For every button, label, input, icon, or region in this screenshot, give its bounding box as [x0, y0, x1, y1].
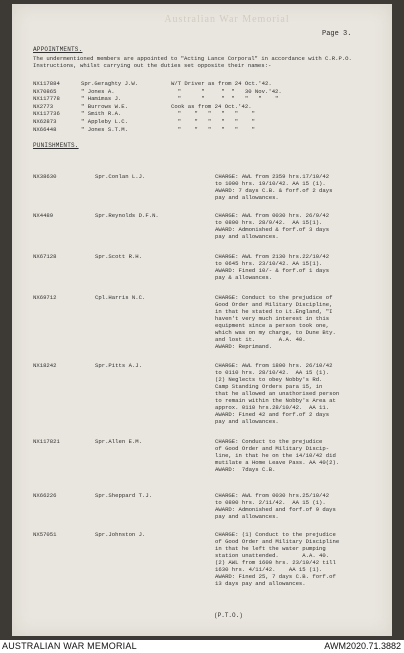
charge-line: to 0645 hrs. 23/10/42. AA 15(1).	[215, 260, 323, 268]
charge-line: pay and allowances.	[215, 233, 279, 241]
appointment-row	[33, 88, 371, 96]
charge-line: haven't very much interest in this	[215, 315, 330, 323]
charge-line: CHARGE: AWL from 2359 hrs.17/10/42	[215, 173, 330, 180]
charge-line: to 0800 hrs. 2/11/42. AA 15 (1).	[215, 499, 326, 507]
member-name: Spr.Scott R.H.	[95, 253, 142, 260]
charge-line: CHARGE: (1) Conduct to the prejudice	[215, 531, 336, 538]
service-number: NX117884	[33, 80, 60, 87]
member-name: Spr.Pitts A.J.	[95, 362, 142, 369]
pto-note: (P.T.O.)	[214, 612, 243, 619]
service-number: NX38630	[33, 173, 57, 180]
charge-line: (2) Neglects to obey Nobby's Rd.	[215, 376, 323, 384]
appointment-row	[33, 126, 371, 134]
charge-line: in that he stated to Lt.England, "I	[215, 308, 333, 316]
appointment-duty: W/T Driver as from 24 Oct.'42.	[171, 80, 272, 87]
charge-and-award	[215, 173, 375, 201]
appointments-heading: APPOINTMENTS.	[33, 46, 83, 53]
charge-and-award	[215, 438, 375, 473]
service-number: NX117778	[33, 95, 60, 103]
charge-line: AWARD: 7days C.B.	[215, 466, 276, 474]
member-name: " Hamimas J.	[81, 95, 122, 103]
service-number: NX57051	[33, 531, 57, 538]
appointments-list	[33, 80, 371, 133]
charge-line: 13 days pay and allowances.	[215, 580, 306, 588]
charge-line: CHARGE: Conduct to the prejudice	[215, 438, 323, 445]
charge-line: AWARD: Admonished and forf.of 9 days	[215, 506, 336, 514]
service-number: NX62873	[33, 117, 57, 125]
watermark: Australian War Memorial	[164, 14, 290, 25]
charge-line: CHARGE: AWL from 2130 hrs.22/10/42	[215, 253, 330, 260]
service-number: NX4489	[33, 212, 54, 219]
charge-line: that he allowed an unathorised person	[215, 390, 340, 398]
charge-line: CHARGE: AWL from 0030 hrs.25/10/42	[215, 492, 330, 499]
charge-line: CHARGE: AWL from 0030 hrs. 26/9/42	[215, 212, 330, 219]
charge-line: AWARD: Reprimand.	[215, 343, 273, 351]
appointment-row	[33, 95, 371, 103]
charge-and-award	[215, 253, 375, 281]
charge-line: AWARD: 7 days C.B. & forf.of 2 days	[215, 187, 333, 195]
charge-line: pay & allowances.	[215, 274, 273, 282]
member-name: " Smith R.A.	[81, 110, 122, 118]
service-number: NX70865	[33, 87, 57, 95]
appointment-duty: " " " " " "	[171, 110, 255, 118]
footer	[0, 640, 404, 653]
punishments-heading: PUNISHMENTS.	[33, 142, 79, 149]
charge-and-award	[215, 531, 375, 587]
service-number: NX69712	[33, 294, 57, 301]
charge-line: AWARD: Fined 25, 7 days C.B. forf.of	[215, 573, 336, 581]
page-number: Page 3.	[322, 30, 352, 38]
charge-and-award	[215, 492, 375, 520]
charge-line: in that he left the water pumping	[215, 545, 326, 553]
charge-line: (2) AWL from 1600 hrs. 23/10/42 till	[215, 559, 336, 567]
appointment-duty: " " " " 30 Nov.'42.	[171, 87, 282, 95]
charge-line: AWARD: Fined 10/- & forf.of 1 days	[215, 267, 330, 275]
charge-line: AWARD: Admonished & forf.of 3 days	[215, 226, 330, 234]
charge-line: AWARD: Fined 42 and forf.of 2 days	[215, 411, 330, 419]
charge-line: 1630 hrs. 4/11/42. AA 15 (1).	[215, 566, 323, 574]
charge-and-award	[215, 294, 375, 350]
footer-accession-number: AWM2020.71.3882	[324, 641, 401, 651]
charge-line: to 0800 hrs. 28/9/42. AA 15(1).	[215, 219, 323, 227]
appointment-duty: " " " " " "	[171, 117, 255, 125]
service-number: NX66448	[33, 125, 57, 133]
service-number: NX18242	[33, 362, 57, 369]
service-number: NX66226	[33, 492, 57, 499]
charge-and-award	[215, 212, 375, 240]
charge-line: approx. 0110 hrs.28/10/42. AA 11.	[215, 404, 330, 412]
appointments-intro: The undermentioned members are appointed to "Acting Lance Corporal" in accordance with C.R.P.O. Instructions, whilst carrying out the duties set opposite their names:-	[33, 55, 352, 70]
member-name: Spr.Conlan L.J.	[95, 173, 146, 180]
charge-line: CHARGE: AWL from 1800 hrs. 26/10/42	[215, 362, 333, 369]
charge-line: pay and allowances.	[215, 194, 279, 202]
charge-and-award	[215, 362, 375, 425]
service-number: NX117821	[33, 438, 60, 445]
member-name: " Jones S.T.M.	[81, 125, 128, 133]
member-name: Spr.Geraghty J.W.	[81, 80, 139, 87]
member-name: " Appleby L.C.	[81, 117, 128, 125]
charge-line: Camp Standing Orders para 15, in	[215, 383, 323, 391]
charge-line: and lost it. A.A. 40.	[215, 336, 306, 344]
charge-line: to 1000 hrs. 19/10/42. AA 15 (1).	[215, 180, 326, 188]
charge-line: line, in that he on the 14/10/42 did	[215, 452, 336, 460]
appointment-row	[33, 110, 371, 118]
charge-line: which was on my charge, to Dune Bty.	[215, 329, 336, 337]
charge-line: to remain within the Nobby's Area at	[215, 397, 336, 405]
member-name: Spr.Allen E.M.	[95, 438, 142, 445]
appointment-duty: " " " " " " "	[171, 95, 279, 103]
appointment-duty: Cook as from 24 Oct.'42.	[171, 102, 252, 110]
charge-line: of Good Order and Military Discip-	[215, 445, 330, 453]
charge-line: pay and allowances.	[215, 418, 279, 426]
member-name: Spr.Sheppard T.J.	[95, 492, 153, 499]
member-name: Spr.Reynolds D.F.N.	[95, 212, 159, 219]
member-name: Spr.Johnston J.	[95, 531, 146, 538]
service-number: NX2773	[33, 102, 54, 110]
member-name: Cpl.Harris N.C.	[95, 294, 146, 301]
charge-line: pay and allowances.	[215, 513, 279, 521]
member-name: " Jones A.	[81, 87, 115, 95]
charge-line: to 0110 hrs. 28/10/42. AA 15 (1).	[215, 369, 330, 377]
footer-credit: AUSTRALIAN WAR MEMORIAL	[2, 641, 137, 651]
charge-line: equipment since a person took one,	[215, 322, 330, 330]
charge-line: Good Order and Military Discipline,	[215, 301, 333, 309]
charge-line: mutilate a Home Leave Pass. AA 40(2).	[215, 459, 340, 467]
service-number: NX117736	[33, 110, 60, 118]
appointment-row	[33, 118, 371, 126]
charge-line: of Good Order and Military Discipline	[215, 538, 340, 546]
appointment-row	[33, 103, 371, 111]
appointment-row	[33, 80, 371, 88]
member-name: " Burrows W.E.	[81, 102, 128, 110]
charge-line: station unattended. A.A. 40.	[215, 552, 330, 560]
charge-line: CHARGE: Conduct to the prejudice of	[215, 294, 333, 301]
appointment-duty: " " " " " "	[171, 125, 255, 133]
service-number: NX67128	[33, 253, 57, 260]
